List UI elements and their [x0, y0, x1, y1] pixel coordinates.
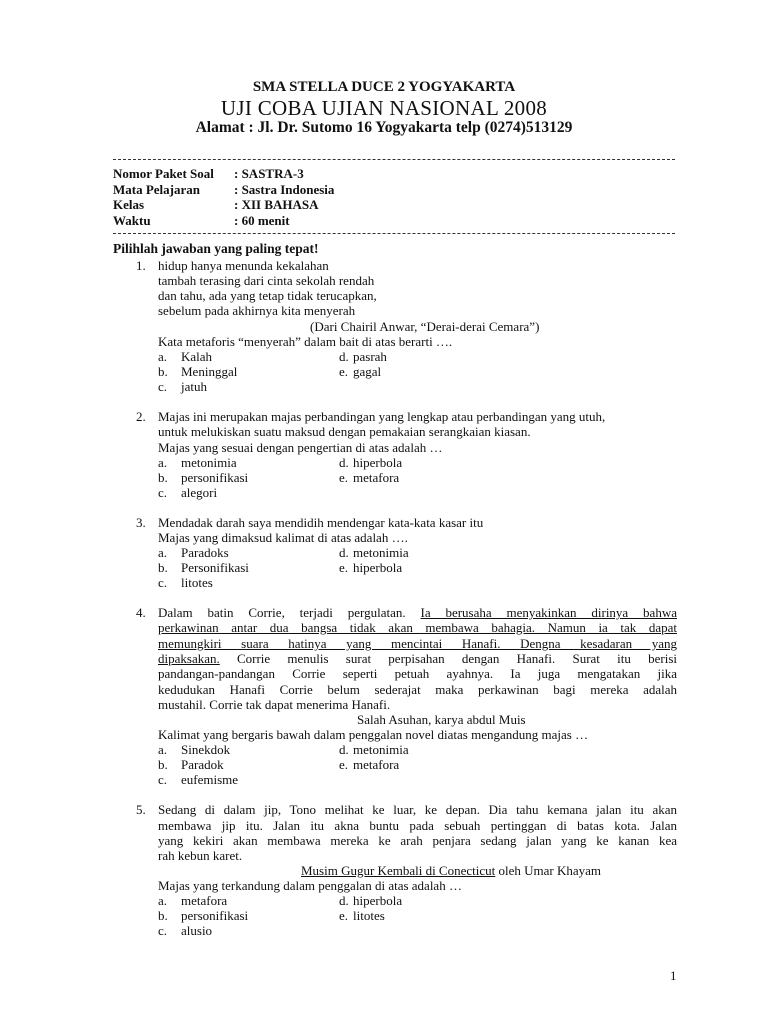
- option-letter: b.: [158, 470, 168, 485]
- option-d[interactable]: metonimia: [353, 742, 409, 757]
- source-author: oleh Umar Khayam: [495, 863, 602, 878]
- option-b[interactable]: Paradok: [181, 757, 224, 772]
- question-number: 1.: [136, 258, 146, 273]
- option-letter: c.: [158, 772, 168, 787]
- underlined-text: perkawinan antar dua bangsa tidak akan membawa bahagia. Namun ia tak dapat: [158, 620, 677, 635]
- meta-value: : Sastra Indonesia: [234, 181, 335, 197]
- option-letter: a.: [158, 893, 168, 908]
- option-a[interactable]: Sinekdok: [181, 742, 231, 757]
- divider-top: [113, 159, 675, 160]
- question-body: Mendadak darah saya mendidih mendengar kata-kata kasar itu: [158, 515, 484, 530]
- meta-label: Waktu: [113, 212, 151, 228]
- question-body: Majas ini merupakan majas perbandingan yang lengkap atau perbandingan yang utuh,: [158, 409, 606, 424]
- page-number: 1: [670, 968, 677, 983]
- question-text: Majas yang terkandung dalam penggalan di atas adalah …: [158, 878, 462, 893]
- question-body: untuk melukiskan suatu maksud dengan pemakaian serangkaian kiasan.: [158, 424, 531, 439]
- option-c[interactable]: eufemisme: [181, 772, 239, 787]
- question-number: 5.: [136, 802, 146, 817]
- option-letter: c.: [158, 379, 168, 394]
- school-name: SMA STELLA DUCE 2 YOGYAKARTA: [252, 79, 516, 95]
- option-d[interactable]: hiperbola: [353, 893, 403, 908]
- option-letter: a.: [158, 742, 168, 757]
- question-text: Kalimat yang bergaris bawah dalam penggalan novel diatas mengandung majas …: [158, 727, 589, 742]
- source-citation: [301, 863, 601, 879]
- passage-line: yang kekiri akan membawa mereka ke arah penjara sedang jalan yang ke kanan kea: [158, 833, 677, 848]
- source-title: Musim Gugur Kembali di Conecticut: [301, 863, 496, 878]
- option-letter: c.: [158, 923, 168, 938]
- option-letter: e.: [339, 560, 349, 575]
- option-e[interactable]: gagal: [353, 364, 382, 379]
- option-letter: d.: [339, 349, 349, 364]
- underlined-text: Ia berusaha menyakinkan dirinya bahwa: [420, 605, 677, 620]
- option-letter: a.: [158, 349, 168, 364]
- option-a[interactable]: Kalah: [181, 349, 213, 364]
- meta-label: Nomor Paket Soal: [113, 166, 214, 181]
- option-letter: a.: [158, 545, 168, 560]
- passage-line: [158, 605, 677, 621]
- option-b[interactable]: personifikasi: [181, 908, 249, 923]
- source-citation: (Dari Chairil Anwar, “Derai-derai Cemara”): [310, 319, 540, 334]
- passage-text: Corrie menulis surat perpisahan dengan Hanafi. Surat itu berisi: [219, 651, 677, 666]
- option-letter: d.: [339, 742, 349, 757]
- option-d[interactable]: pasrah: [353, 349, 387, 364]
- option-letter: d.: [339, 455, 349, 470]
- option-letter: e.: [339, 364, 349, 379]
- question-text: Majas yang dimaksud kalimat di atas adalah ….: [158, 530, 408, 545]
- poem-line: tambah terasing dari cinta sekolah rendah: [158, 273, 375, 288]
- question-number: 2.: [136, 409, 146, 424]
- underlined-text: memungkiri suara hatinya yang mencintai Hanafi. Dengna kesadaran yang: [158, 636, 677, 651]
- option-letter: a.: [158, 455, 168, 470]
- option-e[interactable]: hiperbola: [353, 560, 403, 575]
- question-number: 4.: [136, 605, 146, 620]
- meta-label: Mata Pelajaran: [113, 181, 201, 197]
- option-d[interactable]: hiperbola: [353, 455, 403, 470]
- option-c[interactable]: jatuh: [181, 379, 207, 394]
- meta-value: : SASTRA-3: [234, 166, 304, 181]
- option-letter: d.: [339, 893, 349, 908]
- option-c[interactable]: alegori: [181, 485, 218, 500]
- option-e[interactable]: litotes: [353, 908, 385, 923]
- option-c[interactable]: litotes: [181, 575, 213, 590]
- passage-line: membawa jip itu. Jalan itu akna buntu pada sebuah pertinggan di batas kota. Jalan: [158, 818, 677, 833]
- instruction: Pilihlah jawaban yang paling tepat!: [113, 241, 319, 256]
- option-b[interactable]: Personifikasi: [181, 560, 249, 575]
- option-a[interactable]: Paradoks: [181, 545, 229, 560]
- meta-row: [113, 182, 334, 198]
- option-e[interactable]: metafora: [353, 757, 400, 772]
- passage-line: [158, 651, 677, 667]
- option-letter: b.: [158, 560, 168, 575]
- question-number: 3.: [136, 515, 146, 530]
- passage-line: Sedang di dalam jip, Tono melihat ke luar, ke depan. Dia tahu kemana jalan itu akan: [158, 802, 677, 817]
- meta-label: Kelas: [113, 197, 145, 212]
- exam-title: UJI COBA UJIAN NASIONAL 2008: [220, 96, 548, 120]
- meta-value: : XII BAHASA: [234, 197, 319, 212]
- exam-meta: [113, 166, 334, 228]
- option-b[interactable]: Meninggal: [181, 364, 238, 379]
- question-text: Majas yang sesuai dengan pengertian di atas adalah …: [158, 440, 443, 455]
- option-letter: e.: [339, 757, 349, 772]
- poem-line: sebelum pada akhirnya kita menyerah: [158, 303, 356, 318]
- passage-line: pandangan-pandangan Corrie seperti petuah ayahnya. Ia juga mengatakan jika: [158, 666, 677, 681]
- option-b[interactable]: personifikasi: [181, 470, 249, 485]
- meta-row: [113, 213, 334, 229]
- poem-line: hidup hanya menunda kekalahan: [158, 258, 329, 273]
- meta-row: [113, 166, 334, 182]
- option-d[interactable]: metonimia: [353, 545, 409, 560]
- option-a[interactable]: metafora: [181, 893, 228, 908]
- option-e[interactable]: metafora: [353, 470, 400, 485]
- underlined-text: dipaksakan.: [158, 651, 220, 666]
- option-a[interactable]: metonimia: [181, 455, 237, 470]
- question-text: Kata metaforis “menyerah” dalam bait di atas berarti ….: [158, 334, 453, 349]
- divider-bottom: [113, 233, 675, 234]
- passage-line: [158, 636, 677, 652]
- passage-text: Dalam batin Corrie, terjadi pergulatan.: [158, 605, 406, 620]
- school-address: Alamat : Jl. Dr. Sutomo 16 Yogyakarta telp (0274)513129: [195, 119, 573, 136]
- source-citation: Salah Asuhan, karya abdul Muis: [357, 712, 526, 727]
- meta-value: : 60 menit: [234, 212, 290, 228]
- option-letter: b.: [158, 364, 168, 379]
- option-letter: b.: [158, 757, 168, 772]
- option-letter: d.: [339, 545, 349, 560]
- option-letter: c.: [158, 575, 168, 590]
- option-letter: e.: [339, 470, 349, 485]
- poem-line: dan tahu, ada yang tetap tidak terucapkan,: [158, 288, 377, 303]
- option-c[interactable]: alusio: [181, 923, 213, 938]
- meta-row: [113, 197, 334, 213]
- passage-line: kedudukan Hanafi Corrie belum sederajat maka perkawinan bagi mereka adalah: [158, 682, 677, 697]
- passage-line: [158, 620, 677, 636]
- option-letter: b.: [158, 908, 168, 923]
- option-letter: e.: [339, 908, 349, 923]
- passage-line: mustahil. Corrie tak dapat menerima Hanafi.: [158, 697, 391, 712]
- option-letter: c.: [158, 485, 168, 500]
- passage-line: rah kebun karet.: [158, 848, 243, 863]
